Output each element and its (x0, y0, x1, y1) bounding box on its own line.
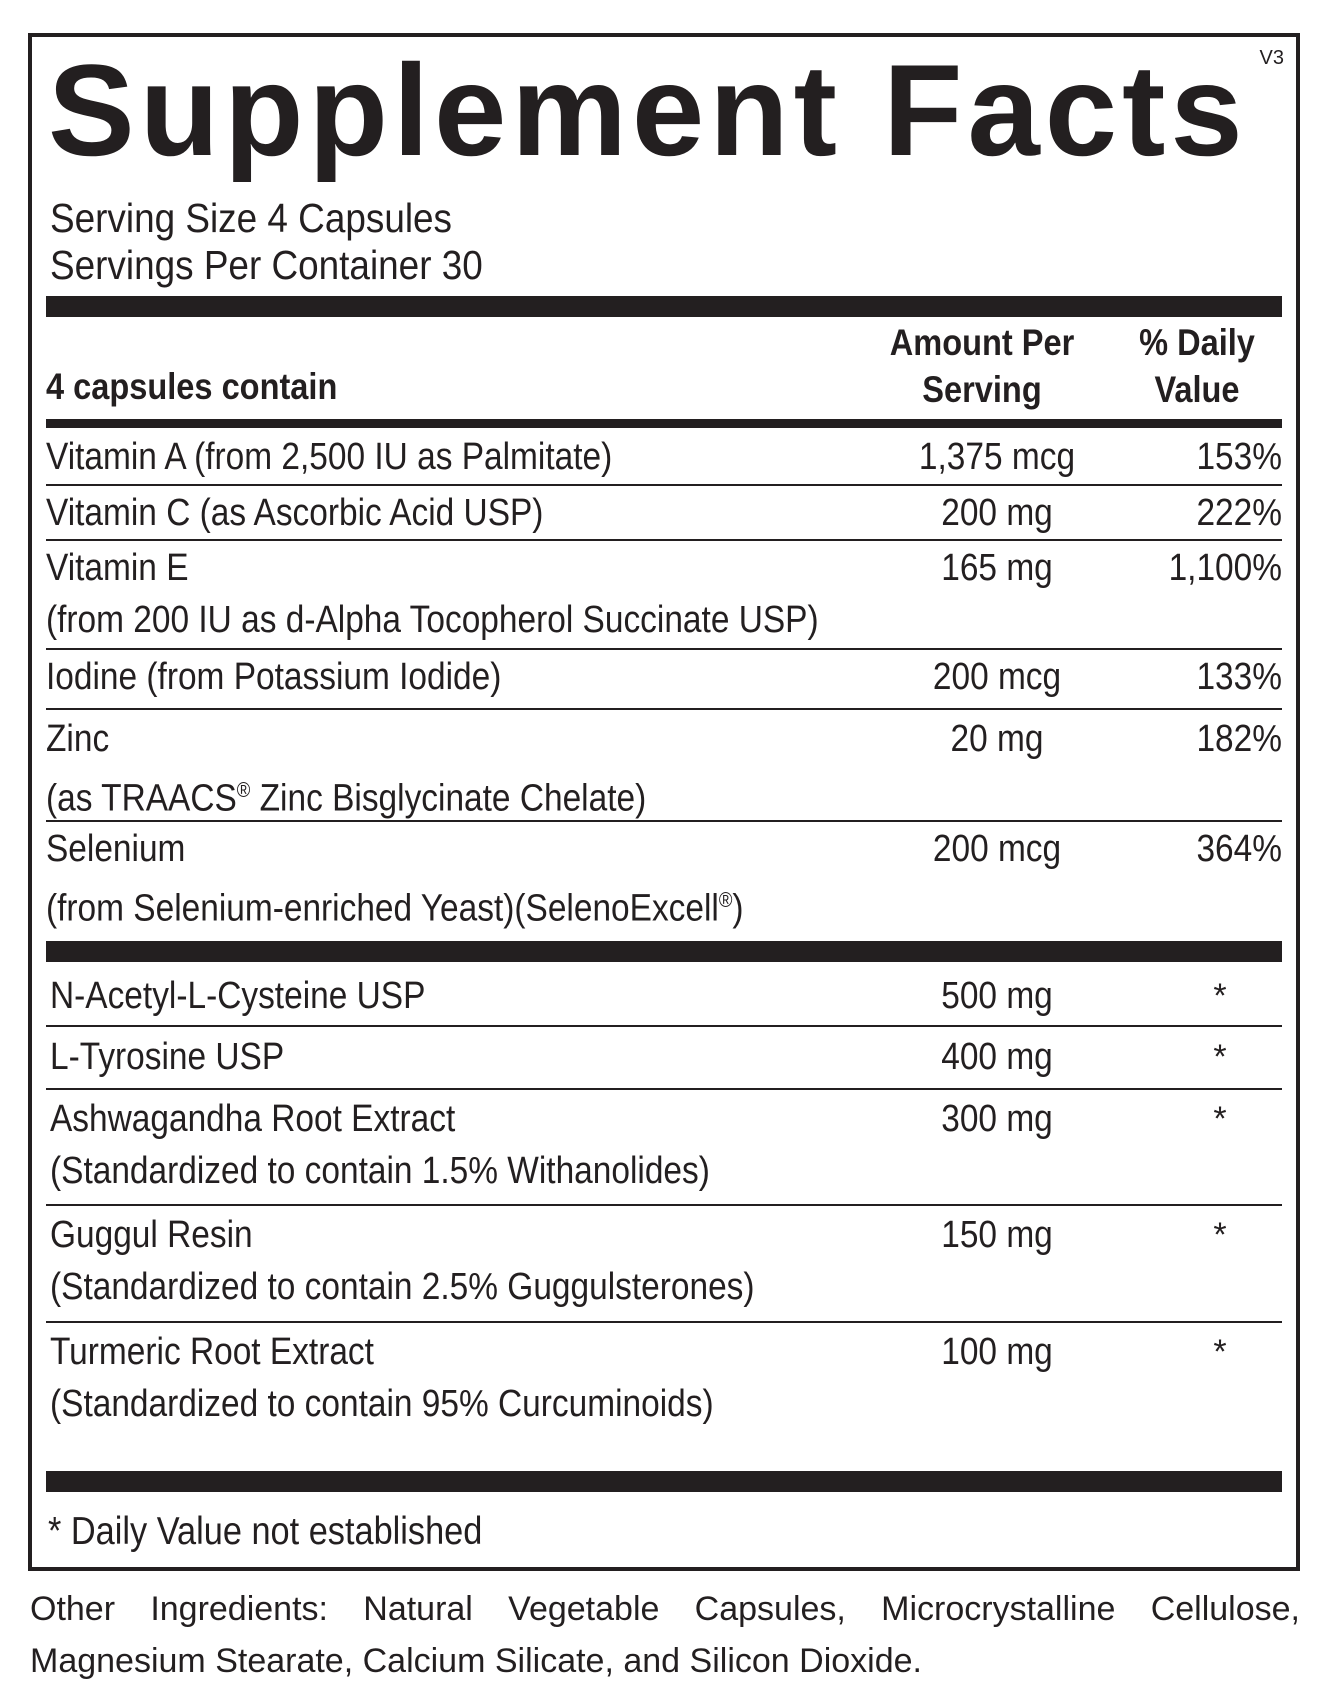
ingredient-name (50, 1209, 755, 1313)
ingredient-name-detail: (Standardized to contain 2.5% Guggulsterones) (50, 1266, 755, 1308)
nutrient-name-main: Selenium (46, 828, 186, 870)
row-divider (46, 1321, 1282, 1323)
ingredient-amount: 300 mg (941, 1098, 1053, 1140)
thick-divider (46, 296, 1282, 317)
medium-divider (46, 419, 1282, 428)
registered-mark: ® (236, 779, 251, 802)
nutrient-amount: 20 mg (950, 718, 1044, 760)
ingredient-amount: 150 mg (941, 1214, 1053, 1256)
nutrient-name: Iodine (from Potassium Iodide) (46, 656, 502, 698)
nutrient-daily-value: 133% (1196, 656, 1282, 698)
serving-size: Serving Size 4 Capsules (50, 195, 453, 241)
servings-per-container: Servings Per Container 30 (50, 242, 483, 288)
dv-header-line2: Value (1154, 369, 1240, 410)
column-header-amount (868, 319, 1097, 413)
nutrient-amount: 165 mg (941, 547, 1053, 589)
panel-title: Supplement Facts (48, 37, 1248, 183)
row-divider (46, 708, 1282, 710)
row-divider (46, 820, 1282, 822)
nutrient-daily-value: 153% (1196, 436, 1282, 478)
row-divider (46, 539, 1282, 541)
amount-header-line1: Amount Per (889, 322, 1075, 363)
ingredient-name: N-Acetyl-L-Cysteine USP (50, 975, 426, 1017)
row-divider (46, 1088, 1282, 1090)
ingredient-amount: 400 mg (941, 1036, 1053, 1078)
nutrient-name: Vitamin A (from 2,500 IU as Palmitate) (46, 436, 613, 478)
nutrient-name-main: Vitamin E (46, 547, 189, 589)
other-ingredients: Other Ingredients: Natural Vegetable Capsules, Microcrystalline Cellulose, Magnesium Stearate, Calcium Silicate, and Silicon Dioxide. (30, 1590, 1300, 1680)
row-divider (46, 1025, 1282, 1027)
nutrient-name: Vitamin C (as Ascorbic Acid USP) (46, 492, 544, 534)
nutrient-name-main: Zinc (46, 718, 110, 760)
ingredient-amount: 500 mg (941, 975, 1053, 1017)
ingredient-amount: 100 mg (941, 1331, 1053, 1373)
ingredient-daily-value: * (1213, 1333, 1227, 1371)
thick-divider (46, 941, 1282, 962)
nutrient-daily-value: 1,100% (1168, 547, 1282, 589)
ingredient-name-detail: (Standardized to contain 95% Curcuminoids) (50, 1383, 714, 1425)
registered-mark: ® (718, 889, 733, 912)
nutrient-name (46, 823, 744, 935)
version-label: V3 (1259, 47, 1284, 69)
footnote: * Daily Value not established (48, 1510, 483, 1553)
nutrient-amount: 200 mcg (932, 828, 1062, 870)
nutrient-daily-value: 222% (1196, 492, 1282, 534)
nutrient-name (46, 713, 646, 825)
column-header-contain: 4 capsules contain (46, 366, 338, 407)
ingredient-name (50, 1326, 714, 1430)
row-divider (46, 1204, 1282, 1206)
ingredient-name-main: Turmeric Root Extract (50, 1331, 374, 1373)
dv-header-line1: % Daily (1139, 322, 1255, 363)
row-divider (46, 484, 1282, 486)
amount-header-line2: Serving (922, 369, 1042, 410)
nutrient-name-detail: (from Selenium-enriched Yeast)(SelenoExcell®) (46, 887, 744, 930)
nutrient-name (46, 542, 819, 646)
nutrient-daily-value: 182% (1196, 718, 1282, 760)
row-divider (46, 648, 1282, 650)
nutrient-name-detail: (from 200 IU as d-Alpha Tocopherol Succinate USP) (46, 599, 819, 641)
ingredient-name-main: Ashwagandha Root Extract (50, 1098, 456, 1140)
nutrient-amount: 1,375 mcg (918, 436, 1076, 478)
ingredient-name-main: Guggul Resin (50, 1214, 253, 1256)
nutrient-amount: 200 mcg (932, 656, 1062, 698)
column-header-daily-value (1122, 319, 1272, 413)
ingredient-name: L-Tyrosine USP (50, 1036, 285, 1078)
thick-divider (46, 1471, 1282, 1492)
nutrient-amount: 200 mg (941, 492, 1053, 534)
ingredient-name-detail: (Standardized to contain 1.5% Withanolides) (50, 1150, 710, 1192)
nutrient-name-detail: (as TRAACS® Zinc Bisglycinate Chelate) (46, 777, 647, 820)
ingredient-daily-value: * (1213, 1038, 1227, 1076)
ingredient-daily-value: * (1213, 1216, 1227, 1254)
nutrient-daily-value: 364% (1196, 828, 1282, 870)
ingredient-daily-value: * (1213, 1100, 1227, 1138)
supplement-facts-panel (28, 33, 1300, 1571)
ingredient-daily-value: * (1213, 977, 1227, 1015)
ingredient-name (50, 1093, 710, 1197)
